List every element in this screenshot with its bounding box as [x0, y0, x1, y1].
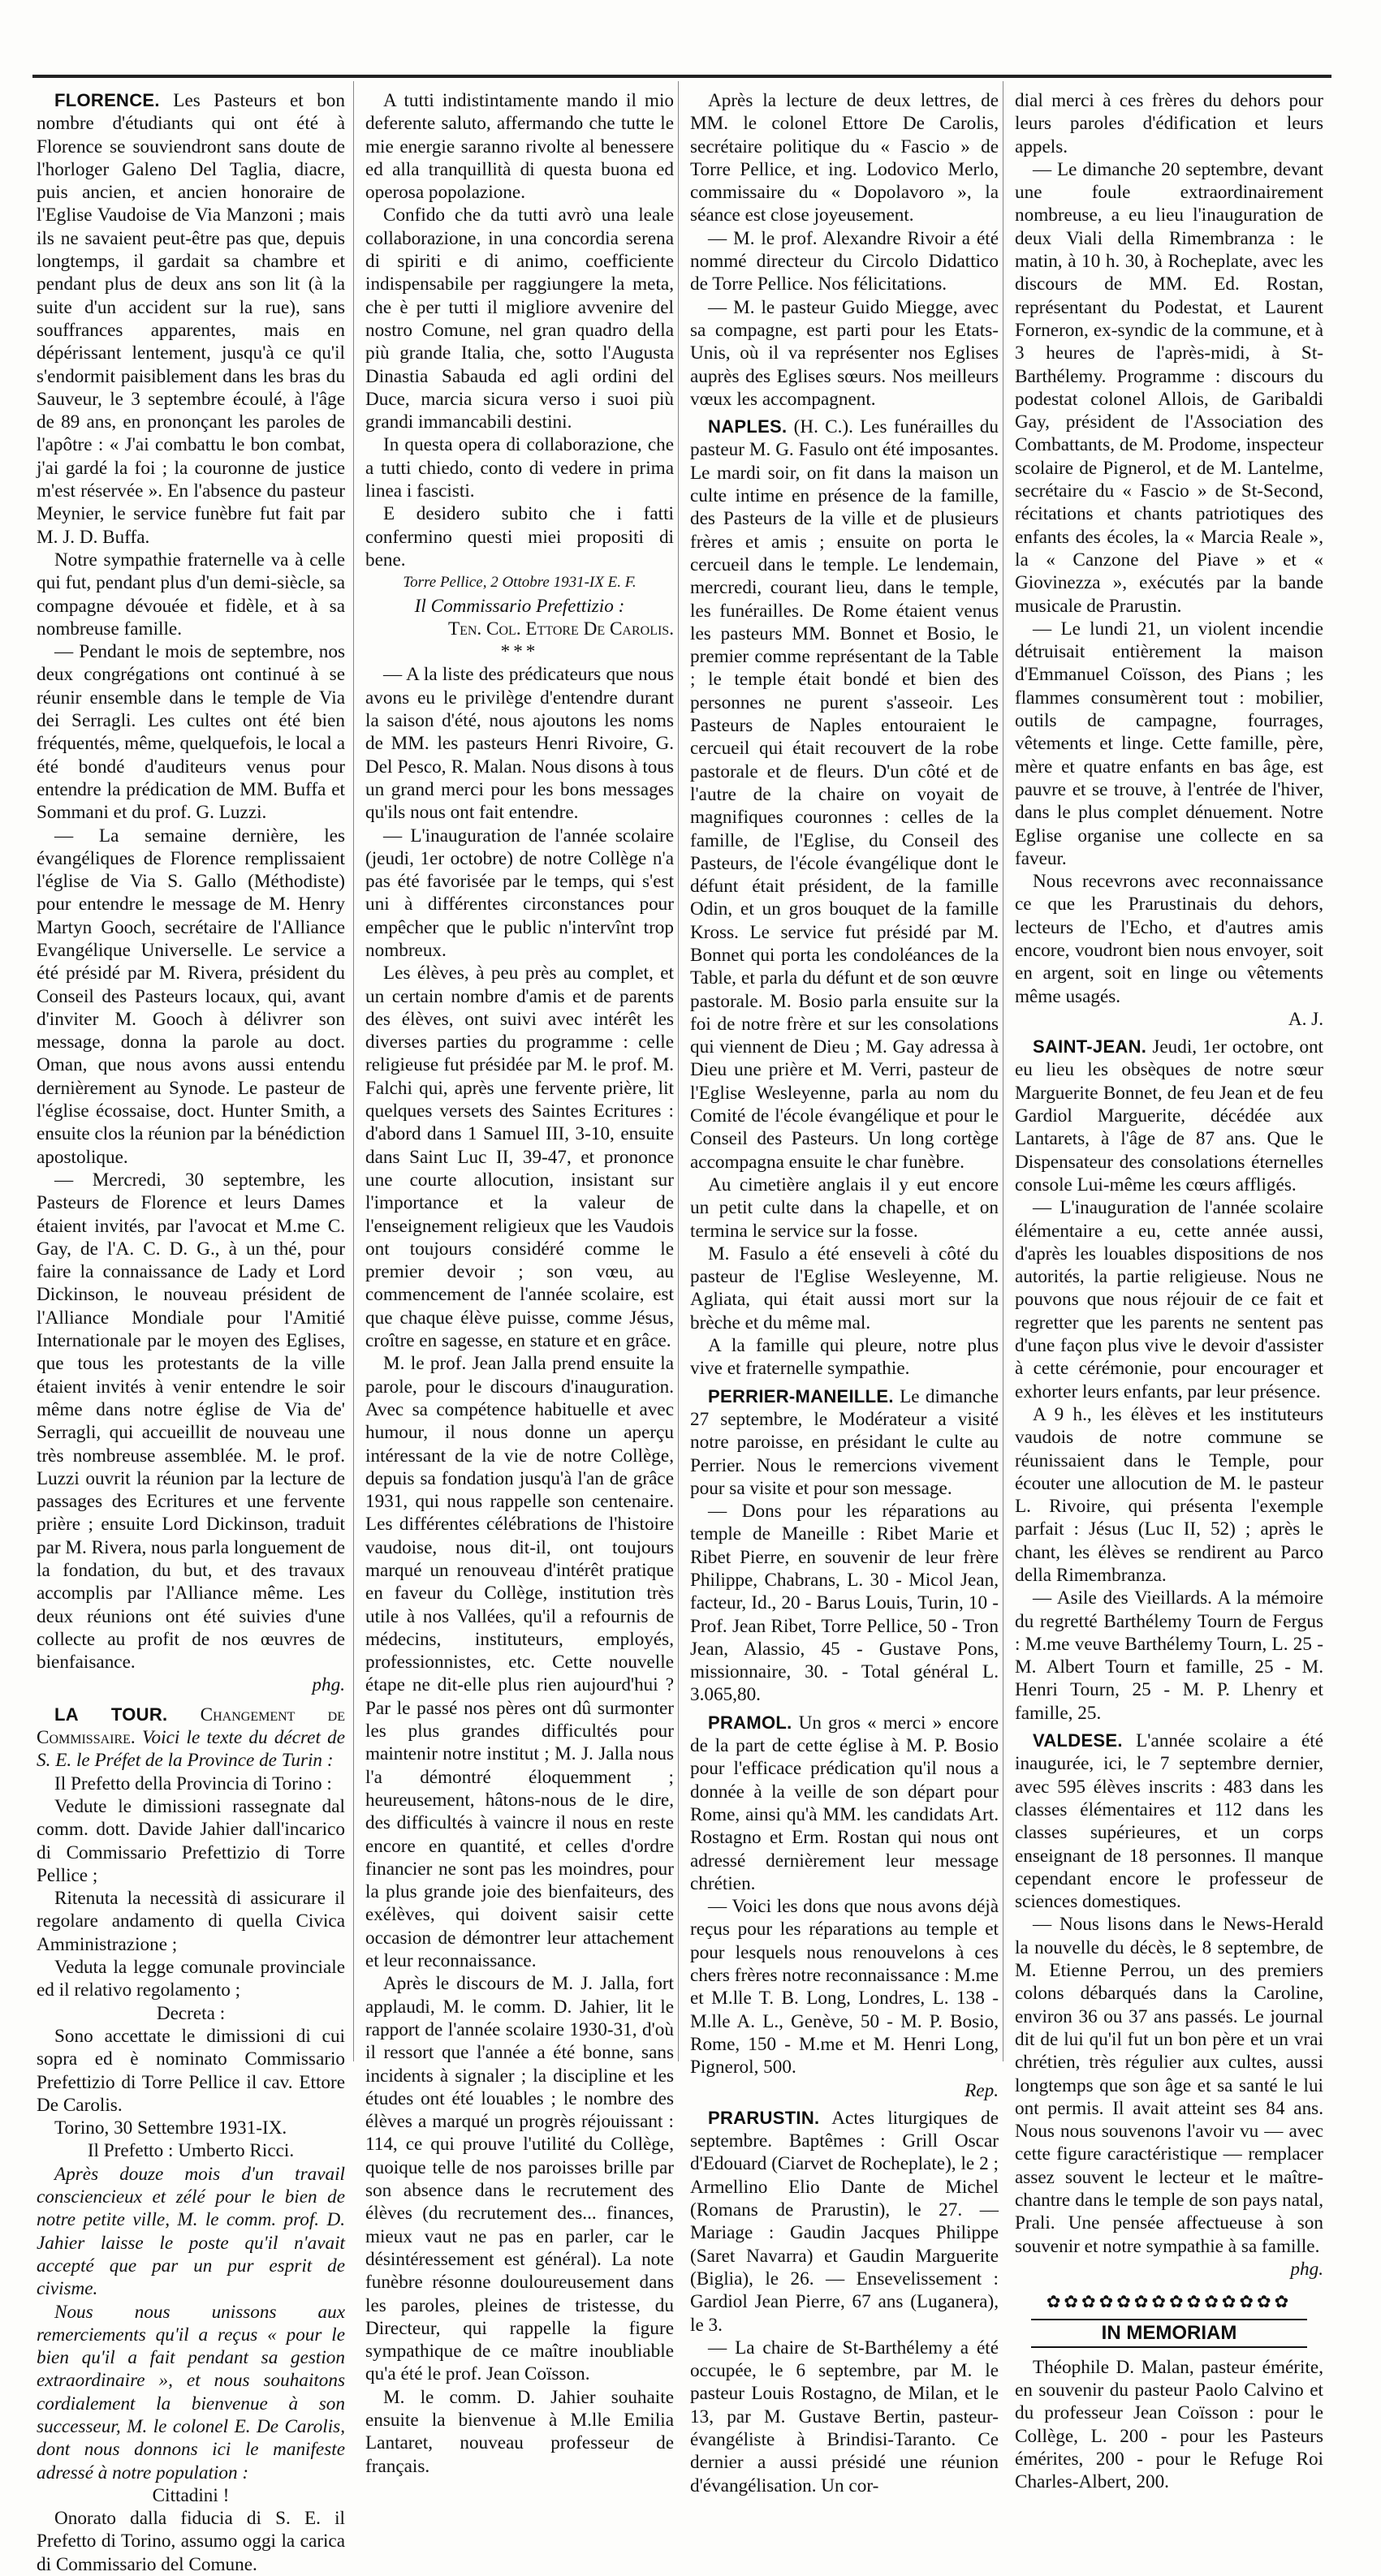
paragraph: Après le discours de M. J. Jalla, fort applaudi, M. le comm. D. Jahier, lit le rapport de l'année scolaire 1930-31, d'où il ressort que l'année a été bonne, sans incidents à signaler ; la discipline et les études ont été louables ; le nombre des élèves a marqué un progrès réjouissant : 114, ce qui prouve l'utilité du Collège, quoique telle de nos paroisses brille par son absence dans le recrutement des élèves (du recrutement des... finances, mieux vaut ne pas en parler, car le désintéressement est général). La note funèbre résonne douloureusement dans les paroles, pleines de tristesse, du Directeur, qui rappelle la figure sympathique de ce maître inoubliable qu'a été le prof. Jean Coïsson. — [365, 1973, 674, 2385]
paragraph: — Le lundi 21, un violent incendie détruisait entièrement la maison d'Emmanuel Coïsson, des Pians ; les flammes consumèrent tout : mobilier, outils de campagne, fourrages, vêtements et linge. Cette famille, père, mère et quatre enfants en bas âge, est pauvre et se trouve, à l'entrée de l'hiver, dans le plus complet dénuement. Notre Eglise organise une collecte en sa faveur. — [1015, 618, 1323, 869]
article-valdese — [1015, 1730, 1323, 1913]
paragraph: A tutti indistintamente mando il mio deferente saluto, affermando che tutte le mie energie saranno rivolte al benessere ed alla tranquillità di questa buona ed operosa popolazione. — [365, 90, 674, 204]
separator: *** — [500, 641, 539, 663]
paragraph: (H. C.). Les funérailles du pasteur M. G. Fasulo ont été imposantes. Le mardi soir, on fit dans la maison un culte intime en présence de la famille, des Pasteurs de la ville et de plusieurs frères et amis ; ensuite on porta le cercueil dans le temple. Le lendemain, mercredi, courant lieu, dans le temple, les funérailles. De Rome étaient venus les pasteurs MM. Bonnet et Bosio, le premier comme représentant de la Table ; le temple était bondé et bien des personnes ne purent s'asseoir. Les Pasteurs de Naples entouraient le cercueil qui était recouvert de la robe pastorale et de fleurs. D'un côté et de l'autre de la chaire on voyait de magnifiques couronnes : celles de la famille, de l'Eglise, du Conseil des Pasteurs, de l'école évangélique dont le défunt était président, de la famille Odin, et un gros bouquet de la famille Kross. Le service fut présidé par M. Bonnet qui porta les condoléances de la Table, et parla du défunt et de son œuvre pastorale. M. Bosio parla ensuite sur la foi de notre frère et sur les consolations qui viennent de Dieu ; M. Gay adressa à Dieu une prière et M. Verri, pasteur de l'Eglise Wesleyenne, parla au nom du Comité de l'école évangélique et pour le Conseil des Pasteurs. Un long cortège accompagna ensuite le char funèbre. — [690, 416, 999, 1173]
signature: phg. — [312, 1674, 345, 1696]
top-rule — [32, 75, 1331, 78]
paragraph: — Pendant le mois de septembre, nos deux congrégations ont continué à se réunir ensemble dans le temple de Via dei Serragli. Les cultes ont été bien fréquentés, même, quelquefois, le local a été bondé d'auditeurs venus pour entendre la prédication de MM. Buffa et Sommani et du prof. G. Luzzi. — [37, 641, 345, 824]
column-2 — [365, 89, 674, 2477]
paragraph: Théophile D. Malan, pasteur émérite, en souvenir du pasteur Paolo Calvino et du professeur Jean Coïsson : pour le Collège, L. 200 - pour les Pasteurs émérites, 200 - pour le Refuge Roi Charles-Albert, 200. — [1015, 2356, 1323, 2493]
paragraph: Après douze mois d'un travail consciencieux et zélé pour le bien de notre petite ville, M. le comm. prof. D. Jahier laisse le poste qu'il n'avait accepté que par un pur esprit de civisme. — [37, 2163, 345, 2300]
paragraph: Les élèves, à peu près au complet, et un certain nombre d'amis et de parents des élèves, ont suivi avec intérêt les diverses parties du programme : celle religieuse fut présidée par M. le prof. M. Falchi qui, après une fervente prière, lit quelques versets des Saintes Ecritures : d'abord dans 1 Samuel III, 3-10, ensuite dans Saint Luc II, 39-47, et prononce une courte allocution, insistant sur l'importance et la valeur de l'enseignement religieux que les Vaudois ont toujours considéré comme le premier devoir ; son vœu, au commencement de l'année scolaire, est que chaque élève puisse, comme Jésus, croître en sagesse, en stature et en grâce. — [365, 963, 674, 1352]
column-3 — [690, 89, 999, 2496]
paragraph: — L'inauguration de l'année scolaire (jeudi, 1er octobre) de notre Collège n'a pas été favorisée par le temps, qui s'est uni à différentes circonstances pour empêcher que le public n'intervînt trop nombreux. — [365, 825, 674, 961]
paragraph: — Voici les dons que nous avons déjà reçus pour les réparations au temple et pour lesquels nous renouvelons à ces chers frères notre reconnaissance : M.me et M.lle T. B. Long, Londres, L. 138 - M.lle A. L., Genève, 50 - M. P. Bosio, Rome, 150 - M.me et M. Henri Long, Pignerol, 500. — [690, 1896, 999, 2078]
heading-pramol: PRAMOL. — [708, 1712, 792, 1733]
manifesto-signature: Ten. Col. Ettore De Carolis. — [447, 618, 674, 640]
decree-date: Torino, 30 Settembre 1931-IX. — [54, 2117, 287, 2139]
paragraph: — Le dimanche 20 septembre, devant une foule extraordinairement nombreuse, a eu lieu l'inauguration de deux Viali della Rimembranza : le matin, à 10 h. 30, à Rocheplate, avec les discours de MM. Ed. Rostan, représentant du Podestat, et Laurent Forneron, ex-syndic de la commune, et à 3 heures de l'après-midi, à St-Barthélemy. Programme : discours du podestat colonel Allois, de Garibaldi Gay, président de l'Association des Combattants, de M. Prodome, inspecteur scolaire de Pignerol, et de M. Lantelme, secrétaire du « Fascio » de St-Second, récitations et chants patriotiques des enfants des écoles, la « Marcia Reale », la « Canzone del Piave » et « Giovinezza », exécutés par la bande musicale de Prarustin. — [1015, 158, 1323, 617]
paragraph: M. Fasulo a été enseveli à côté du pasteur de l'Eglise Wesleyenne, M. Agliata, qui était aussi mort sur la brèche et du même mal. — [690, 1243, 999, 1333]
paragraph: — L'inauguration de l'année scolaire élémentaire a eu, cette année aussi, d'après les louables dispositions de nos autorités, la partie religieuse. Nous ne pouvons que nous réjouir de ce fait et regretter que les parents ne sentent pas d'une façon plus vive le devoir d'assister à cette cérémonie, pour encourager et exhorter leurs enfants, par leur présence. — [1015, 1197, 1323, 1402]
article-pramol — [690, 1712, 999, 1895]
ornament-divider: ✿✿✿✿✿✿✿✿✿✿✿✿✿✿ — [1046, 2292, 1293, 2312]
signature: Rep. — [965, 2079, 999, 2101]
paragraph: Confido che da tutti avrò una leale collaborazione, in una concordia serena di spiriti e di animo, coefficiente indispensabile per raggiungere la meta, che è per tutti il migliore avvenire del nostro Comune, nel gran quadro della più grande Italia, che, sotto l'Augusta Dinastia Sabauda ed agli ordini del Duce, marcia sicura verso i suoi più grandi immancabili destini. — [365, 205, 674, 433]
article-la-tour — [37, 1704, 345, 1773]
paragraph: — Asile des Vieillards. A la mémoire du regretté Barthélemy Tourn de Fergus : M.me veuve Barthélemy Tourn, L. 25 - M. Albert Tourn et famille, 25 - M. Henri Tourn, 25 - M. P. Lhenry et famille, 25. — [1015, 1587, 1323, 1724]
paragraph: Voici le texte du décret de S. E. le Préfet de la Province de Turin : — [37, 1727, 345, 1772]
paragraph: E desidero subito che i fatti confermino questi miei propositi di bene. — [365, 503, 674, 571]
paragraph: — La semaine dernière, les évangéliques de Florence remplissaient l'église de Via S. Gallo (Méthodiste) pour entendre le message de M. Henry Martyn Gooch, secrétaire de l'Alliance Evangélique Universelle. Le service a été présidé par M. Rivera, président du Conseil des Pasteurs locaux, qui, avant d'inviter M. Gooch à délivrer son message, donna la parole au doct. Oman, que nous avons aussi entendu dernièrement au Synode. Le pasteur de l'église écossaise, doct. Hunter Smith, a ensuite clos la réunion par la bénédiction apostolique. — [37, 825, 345, 1168]
column-4 — [1015, 89, 1323, 2493]
paragraph: — Dons pour les réparations au temple de Maneille : Ribet Marie et Ribet Pierre, en souvenir de leur frère Philippe, Chabrans, L. 30 - Micol Jean, facteur, Id., 20 - Barus Louis, Turin, 10 - Prof. Jean Ribet, Torre Pellice, 50 - Tron Jean, Alassio, 45 - Gustave Pons, missionnaire, 30. - Total général L. 3.065,80. — [690, 1501, 999, 1706]
paragraph: — M. le prof. Alexandre Rivoir a été nommé directeur du Circolo Didattico de Torre Pellice. Nos félicitations. — [690, 227, 999, 295]
heading-naples: NAPLES. — [708, 416, 788, 437]
manifesto-date: Torre Pellice, 2 Ottobre 1931-IX E. F. — [403, 574, 637, 592]
paragraph: Après la lecture de deux lettres, de MM. le colonel Ettore De Carolis, secrétaire politique du « Fascio » de Torre Pellice, et ing. Lodovico Merlo, commissaire du « Dopolavoro », la séance est close joyeusement. — [690, 90, 999, 226]
heading-la-tour: LA TOUR. — [54, 1704, 168, 1725]
manifesto-title: Il Commissario Prefettizio : — [414, 595, 625, 617]
decree-line: Sono accettate le dimissioni di cui sopra ed è nominato Commissario Prefettizio di Torre Pellice il cav. Ettore De Carolis. — [37, 2025, 345, 2116]
paragraph: In questa opera di collaborazione, che a tutti chiedo, conto di vedere in prima linea i fascisti. — [365, 434, 674, 502]
in-memoriam-heading: IN MEMORIAM — [1031, 2319, 1307, 2348]
signature: A. J. — [1288, 1008, 1323, 1030]
decree-line: Veduta la legge comunale provinciale ed il relativo regolamento ; — [37, 1957, 345, 2001]
decree-signature: Il Prefetto : Umberto Ricci. — [87, 2140, 295, 2162]
paragraph: Nous nous unissons aux remerciements qu'il a reçus « pour le bien qu'il a fait pendant sa gestion extraordinaire », et nous souhaitons cordialement la bienvenue à son successeur, M. le colonel E. De Carolis, dont nous donnons ici le manifeste adressé à notre population : — [37, 2301, 345, 2483]
heading-florence: FLORENCE. — [54, 90, 160, 110]
paragraph: — Mercredi, 30 septembre, les Pasteurs de Florence et leurs Dames étaient invités, par l'avocat et M.me C. Gay, de l'A. C. D. G., à un thé, pour faire la connaissance de Lady et Lord Dickinson, le nouveau président de l'Alliance Mondiale pour l'Amitié Internationale par le moyen des Eglises, que tous les protestants de la ville étaient invités à venir entendre le soir même dans notre église de Via de' Serragli, qui accueillit de nouveau une très nombreuse assemblée. M. le prof. Luzzi ouvrit la réunion par la lecture de passages des Ecritures et une fervente prière ; ensuite Lord Dickinson, traduit par M. Rivera, nous parla longuement de la fondation, du but, et des travaux accomplis par l'Alliance même. Les deux réunions ont été suivies d'une collecte au profit de nos œuvres de bienfaisance. — [37, 1169, 345, 1674]
column-divider — [678, 81, 679, 2061]
column-1 — [37, 89, 345, 2575]
decree-heading: Decreta : — [156, 2002, 226, 2024]
heading-valdese: VALDESE. — [1033, 1730, 1123, 1751]
paragraph: A la famille qui pleure, notre plus vive et fraternelle sympathie. — [690, 1335, 999, 1380]
article-florence — [37, 89, 345, 549]
paragraph: Actes liturgiques de septembre. Baptêmes : Grill Oscar d'Edouard (Ciarvet de Rocheplate), le 2 ; Armellino Elio Dante de Michel (Romans de Prarustin), le 27. — Mariage : Gaudin Jacques Philippe (Saret Navarra) et Gaudin Marguerite (Biglia), le 26. — Ensevelissement : Gardiol Jean Pierre, 67 ans (Luganera), le 3. — [690, 2107, 999, 2336]
paragraph: Onorato dalla fiducia di S. E. il Prefetto di Torino, assumo oggi la carica di Commissario del Comune. — [37, 2508, 345, 2575]
paragraph: Nous recevrons avec reconnaissance ce que les Prarustinais du dehors, lecteurs de l'Echo, et d'autres amis encore, voudront bien nous envoyer, soit en argent, soit en linge ou vêtements même usagés. — [1015, 871, 1323, 1007]
decree-line: Vedute le dimissioni rassegnate dal comm. dott. Davide Jahier dall'incarico di Commissario Prefettizio di Torre Pellice ; — [37, 1795, 345, 1886]
paragraph: A 9 h., les élèves et les instituteurs vaudois de notre commune se réunissaient dans le Temple, pour écouter une allocution de M. le pasteur L. Rivoire, qui présenta l'exemple parfait : Jésus (Luc II, 52) ; après le chant, les élèves se rendirent au Parco della Rimembranza. — [1015, 1403, 1323, 1586]
paragraph: — M. le pasteur Guido Miegge, avec sa compagne, est parti pour les Etats-Unis, où il va représenter nos Eglises auprès des Eglises sœurs. Nos meilleurs vœux les accompagnent. — [690, 296, 999, 410]
article-perrier-maneille — [690, 1385, 999, 1500]
article-naples — [690, 416, 999, 1174]
decree-line: Ritenuta la necessità di assicurare il regolare andamento di quella Civica Amministrazione ; — [37, 1888, 345, 1955]
paragraph: M. le comm. D. Jahier souhaite ensuite la bienvenue à M.lle Emilia Lantaret, nouveau professeur de français. — [365, 2386, 674, 2477]
paragraph: dial merci à ces frères du dehors pour leurs paroles d'édification et leurs appels. — [1015, 90, 1323, 157]
paragraph: Notre sympathie fraternelle va à celle qui fut, pendant plus d'un demi-siècle, sa compagne dévouée et fidèle, et à sa nombreuse famille. — [37, 549, 345, 640]
paragraph: — A la liste des prédicateurs que nous avons eu le privilège d'entendre durant la saison d'été, nous ajoutons les noms de MM. les pasteurs Henri Rivoire, G. Del Pesco, R. Malan. Nous disons à tous un grand merci pour les bons messages qu'ils nous ont fait entendre. — [365, 664, 674, 824]
article-saint-jean — [1015, 1036, 1323, 1196]
paragraph: Un gros « merci » encore de la part de cette église à M. P. Bosio pour l'efficace prédication qu'il nous a donnée à la veille de son départ pour Rome, ainsi qu'à MM. les candidats Art. Rostagno et Erm. Rostan qui nous ont adressé dernièrement leur message chrétien. — [690, 1712, 999, 1894]
paragraph: Le dimanche 27 septembre, le Modérateur a visité notre paroisse, en présidant le culte au Perrier. Nous le remercions vivement pour sa visite et pour son message. — [690, 1385, 999, 1499]
manifesto-greeting: Cittadini ! — [152, 2484, 230, 2506]
paragraph: Les Pasteurs et bon nombre d'étudiants qui ont été à Florence se souviendront sans doute de l'horloger Galeno Del Taglia, diacre, puis ancien, et ancien honoraire de l'Eglise Vaudoise de Via Manzoni ; mais ils ne savaient peut-être pas que, depuis longtemps, il gardait sa chambre et pendant plus de deux ans son lit (à la suite d'un accident sur la rue), sans souffrances apparentes, mais en dépérissant lentement, jusqu'à ce qu'il s'endormit paisiblement dans les bras du Sauveur, le 3 septembre écoulé, à l'âge de 89 ans, en prononçant les paroles de l'apôtre : « J'ai combattu le bon combat, j'ai gardé la foi ; la couronne de justice m'est réservée ». En l'absence du pasteur Meynier, le service funèbre fut fait par M. J. D. Buffa. — [37, 90, 345, 548]
heading-prarustin: PRARUSTIN. — [708, 2107, 820, 2128]
subheading: Changement de Commissaire. — [37, 1704, 345, 1749]
paragraph: Jeudi, 1er octobre, ont eu lieu les obsèques de notre sœur Marguerite Bonnet, de feu Jean et de feu Gardiol Marguerite, décédée aux Lantarets, à l'âge de 87 ans. Que le Dispensateur des consolations éternelles console Lui-même les cœurs affligés. — [1015, 1036, 1323, 1195]
paragraph: M. le prof. Jean Jalla prend ensuite la parole, pour le discours d'inauguration. Avec sa compétence habituelle et avec humour, il nous donne un aperçu intéressant de la vie de notre Collège, depuis sa fondation jusqu'à l'an de grâce 1931, qui nous rappelle son centenaire. Les différentes célébrations de l'histoire vaudoise, nous dit-il, ont toujours marqué un renouveau d'intérêt pratique en faveur du Collège, institution très utile à nos Vallées, qu'il a refournis de médecins, instituteurs, employés, professionnistes, etc. Cette nouvelle étape ne dit-elle plus rien aujourd'hui ? Par le passé nos pères ont dû surmonter les plus grandes difficultés pour maintenir notre institut ; M. J. Jalla nous l'a démontré éloquemment ; heureusement, hâtons-nous de le dire, des difficultés à vaincre il nous en reste encore en quantité, et celles d'ordre financier ne sont pas les moindres, pour la plus grande joie des bienfaiteurs, des exélèves, qui doivent saisir cette occasion de démontrer leur attachement et leur reconnaissance. — [365, 1353, 674, 1972]
decree-line: Il Prefetto della Provincia di Torino : — [54, 1773, 332, 1794]
paragraph: Au cimetière anglais il y eut encore un petit culte dans la chapelle, et on termina le service sur la fosse. — [690, 1174, 999, 1242]
signature: phg. — [1290, 2258, 1323, 2280]
heading-saint-jean: SAINT-JEAN. — [1033, 1036, 1147, 1058]
paragraph: L'année scolaire a été inaugurée, ici, le 7 septembre dernier, avec 595 élèves inscrits : 483 dans les classes élémentaires et 112 dans les classes supérieures, et un corps enseignant de 18 personnes. Il manque cependant encore le professeur de sciences domestiques. — [1015, 1730, 1323, 1913]
article-prarustin — [690, 2107, 999, 2337]
paragraph: — Nous lisons dans le News-Herald la nouvelle du décès, le 8 septembre, de M. Etienne Perrou, un des premiers colons débarqués dans la Caroline, environ 36 ou 37 ans passés. Le journal dit de lui qu'il fut un bon père et un vrai chrétien, très régulier aux cultes, aussi longtemps que son âge et sa santé le lui ont permis. Il avait atteint ses 84 ans. Nous nous souvenons l'avoir vu — avec cette figure caractéristique — remplacer assez souvent le lecteur et le maître-chantre dans le temple de son pays natal, Prali. Une pensée affectueuse à son souvenir et notre sympathie à sa famille. — [1015, 1914, 1323, 2257]
paragraph: — La chaire de St-Barthélemy a été occupée, le 6 septembre, par M. le pasteur Louis Rostagno, de Milan, et le 13, par M. Gustave Bertin, pasteur-évangéliste à Brindisi-Taranto. Ce dernier a aussi présidé une réunion d'évangélisation. Un cor- — [690, 2337, 999, 2496]
column-divider — [353, 81, 354, 2061]
heading-perrier-maneille: PERRIER-MANEILLE. — [708, 1385, 894, 1406]
